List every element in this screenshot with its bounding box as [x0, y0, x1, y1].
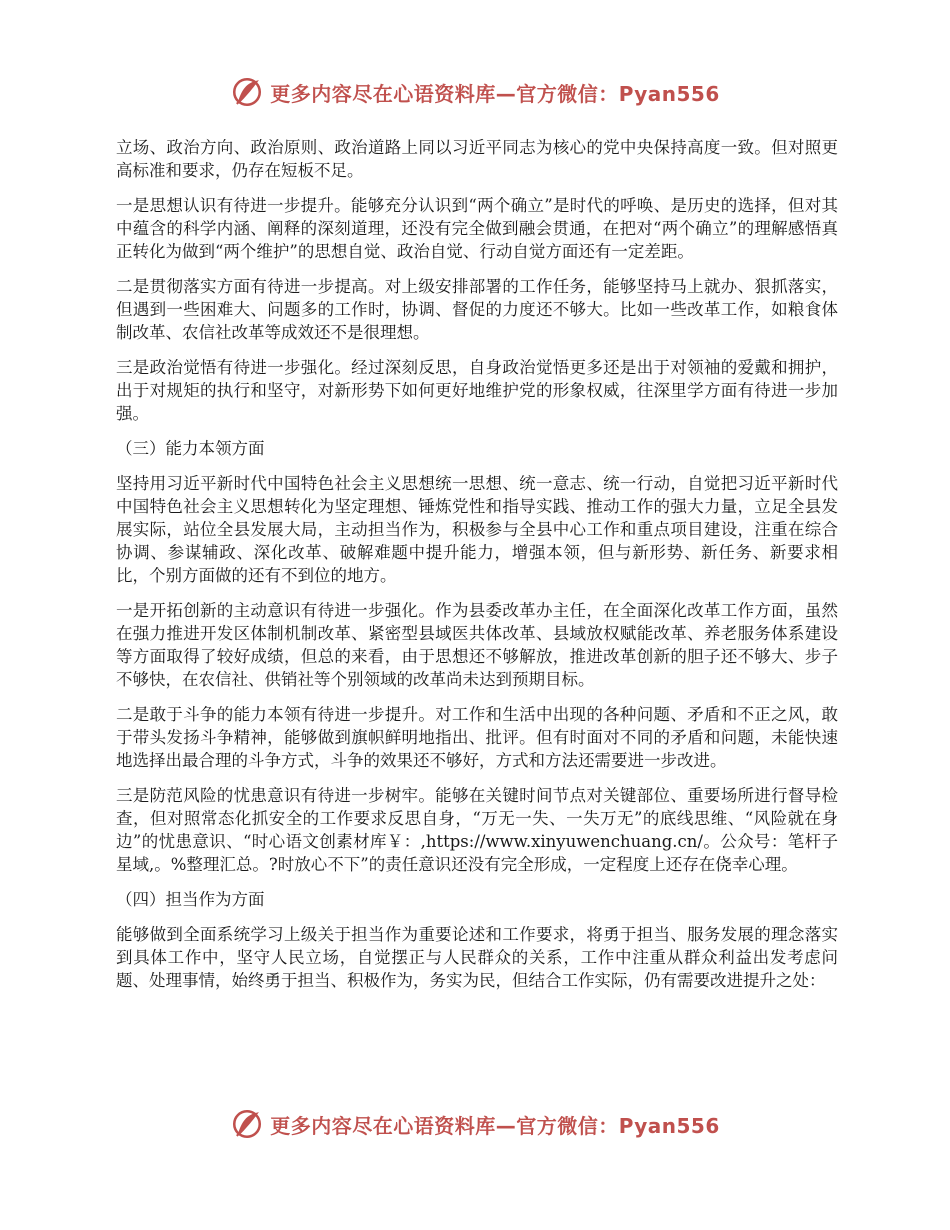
banner-text: 更多内容尽在心语资料库—官方微信：Pyan556	[270, 81, 720, 106]
paragraph: 三是政治觉悟有待进一步强化。经过深刻反思，自身政治觉悟更多还是出于对领袖的爱戴和拥护，出于对规矩的执行和坚守，对新形势下如何更好地维护党的形象权威，往深里学方面有待进一步加强。	[116, 358, 838, 423]
paragraph: 一是开拓创新的主动意识有待进一步强化。作为县委改革办主任，在全面深化改革工作方面，虽然在强力推进开发区体制机制改革、紧密型县域医共体改革、县域放权赋能改革、养老服务体系建设等方面取得了较好成绩，但总的来看，由于思想还不够解放，推进改革创新的胆子还不够大、步子不够快，在农信社、供销社等个别领域的改革尚未达到预期目标。	[116, 601, 838, 689]
logo-icon	[230, 75, 264, 109]
banner-text: 更多内容尽在心语资料库—官方微信：Pyan556	[270, 1113, 720, 1138]
paragraph: 能够做到全面系统学习上级关于担当作为重要论述和工作要求，将勇于担当、服务发展的理念落实到具体工作中，坚守人民立场，自觉摆正与人民群众的关系，工作中注重从群众利益出发考虑问题、处理事情，始终勇于担当、积极作为，务实为民，但结合工作实际，仍有需要改进提升之处：	[116, 925, 838, 990]
paragraph: 立场、政治方向、政治原则、政治道路上同以习近平同志为核心的党中央保持高度一致。但对照更高标准和要求，仍存在短板不足。	[116, 138, 838, 180]
paragraph: 三是防范风险的忧患意识有待进一步树牢。能够在关键时间节点对关键部位、重要场所进行督导检查，但对照常态化抓安全的工作要求反思自身，“万无一失、一失万无”的底线思维、“风险就在身边”的忧患意识、“时心语文创素材库￥：,https://www.xinyuwenchuang.cn/。公众号：笔杆子星域,。%整理汇总。?时放心不下”的责任意识还没有完全形成，一定程度上还存在侥幸心理。	[116, 786, 838, 874]
paragraph: 二是贯彻落实方面有待进一步提高。对上级安排部署的工作任务，能够坚持马上就办、狠抓落实，但遇到一些困难大、问题多的工作时，协调、督促的力度还不够大。比如一些改革工作，如粮食体制改革、农信社改革等成效还不是很理想。	[116, 277, 838, 342]
section-heading: （四）担当作为方面	[116, 890, 265, 909]
document-body	[116, 136, 838, 1004]
section-heading: （三）能力本领方面	[116, 439, 265, 458]
paragraph: 二是敢于斗争的能力本领有待进一步提升。对工作和生活中出现的各种问题、矛盾和不正之风，敢于带头发扬斗争精神，能够做到旗帜鲜明地指出、批评。但有时面对不同的矛盾和问题，未能快速地选择出最合理的斗争方式，斗争的效果还不够好，方式和方法还需要进一步改进。	[116, 705, 838, 770]
paragraph: 坚持用习近平新时代中国特色社会主义思想统一思想、统一意志、统一行动，自觉把习近平新时代中国特色社会主义思想转化为坚定理想、锤炼党性和指导实践、推动工作的强大力量，立足全县发展实际，站位全县发展大局，主动担当作为，积极参与全县中心工作和重点项目建设，注重在综合协调、参谋辅政、深化改革、破解难题中提升能力，增强本领，但与新形势、新任务、新要求相比，个别方面做的还有不到位的地方。	[116, 474, 838, 585]
paragraph: 一是思想认识有待进一步提升。能够充分认识到“两个确立”是时代的呼唤、是历史的选择，但对其中蕴含的科学内涵、阐释的深刻道理，还没有完全做到融会贯通，在把对“两个确立”的理解感悟真正转化为做到“两个维护”的思想自觉、政治自觉、行动自觉方面还有一定差距。	[116, 196, 838, 261]
footer-banner	[0, 1104, 950, 1144]
logo-icon	[230, 1107, 264, 1141]
header-banner	[0, 72, 950, 112]
